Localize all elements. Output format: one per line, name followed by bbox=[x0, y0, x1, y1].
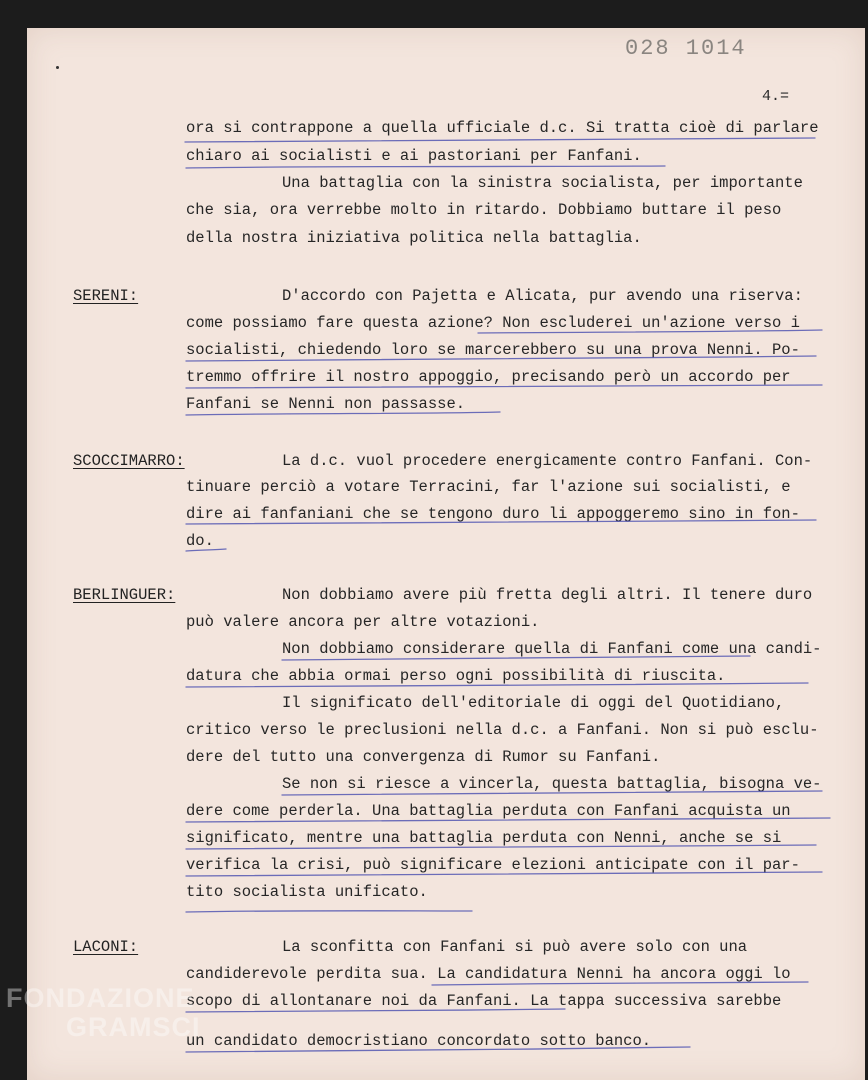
fondazione-gramsci-watermark bbox=[6, 985, 201, 1041]
text-line: do. bbox=[186, 532, 214, 550]
text-line: può valere ancora per altre votazioni. bbox=[186, 613, 540, 631]
text-line: dere come perderla. Una battaglia perduta con Fanfani acquista un bbox=[186, 802, 791, 820]
speaker-laconi: LACONI: bbox=[73, 938, 139, 956]
text-line: ora si contrappone a quella ufficiale d.c. Si tratta cioè di parlare bbox=[186, 119, 819, 137]
text-line: Non dobbiamo considerare quella di Fanfani come una candi- bbox=[282, 640, 822, 658]
text-line: che sia, ora verrebbe molto in ritardo. Dobbiamo buttare il peso bbox=[186, 201, 782, 219]
text-line: tremmo offrire il nostro appoggio, precisando però un accordo per bbox=[186, 368, 791, 386]
text-line: un candidato democristiano concordato sotto banco. bbox=[186, 1032, 652, 1050]
text-line: La sconfitta con Fanfani si può avere solo con una bbox=[282, 938, 748, 956]
speaker-sereni: SERENI: bbox=[73, 287, 139, 305]
watermark-line-1: FONDAZIONE bbox=[6, 983, 195, 1013]
text-line: La d.c. vuol procedere energicamente contro Fanfani. Con- bbox=[282, 452, 813, 470]
text-line: scopo di allontanare noi da Fanfani. La tappa successiva sarebbe bbox=[186, 992, 782, 1010]
text-line: tinuare perciò a votare Terracini, far l'azione sui socialisti, e bbox=[186, 478, 791, 496]
paper-speck bbox=[56, 66, 59, 69]
watermark-line-2: GRAMSCI bbox=[66, 1012, 201, 1042]
text-line: significato, mentre una battaglia perduta con Nenni, anche se si bbox=[186, 829, 782, 847]
text-line: verifica la crisi, può significare elezioni anticipate con il par- bbox=[186, 856, 800, 874]
text-line: come possiamo fare questa azione? Non escluderei un'azione verso i bbox=[186, 314, 800, 332]
text-line: tito socialista unificato. bbox=[186, 883, 428, 901]
speaker-berlinguer: BERLINGUER: bbox=[73, 586, 176, 604]
text-line: dire ai fanfaniani che se tengono duro li appoggeremo sino in fon- bbox=[186, 505, 800, 523]
text-line: Non dobbiamo avere più fretta degli altri. Il tenere duro bbox=[282, 586, 813, 604]
text-line: Il significato dell'editoriale di oggi del Quotidiano, bbox=[282, 694, 785, 712]
text-line: della nostra iniziativa politica nella battaglia. bbox=[186, 229, 642, 247]
text-line: Se non si riesce a vincerla, questa battaglia, bisogna ve- bbox=[282, 775, 822, 793]
text-line: candiderevole perdita sua. La candidatura Nenni ha ancora oggi lo bbox=[186, 965, 791, 983]
text-line: dere del tutto una convergenza di Rumor su Fanfani. bbox=[186, 748, 661, 766]
text-line: critico verso le preclusioni nella d.c. a Fanfani. Non si può esclu- bbox=[186, 721, 819, 739]
text-line: chiaro ai socialisti e ai pastoriani per Fanfani. bbox=[186, 147, 642, 165]
speaker-scoccimarro: SCOCCIMARRO: bbox=[73, 452, 185, 470]
page-number: 4.= bbox=[762, 88, 790, 105]
text-line: Fanfani se Nenni non passasse. bbox=[186, 395, 466, 413]
archive-number: 028 1014 bbox=[625, 36, 747, 61]
text-line: Una battaglia con la sinistra socialista, per importante bbox=[282, 174, 803, 192]
text-line: socialisti, chiedendo loro se marcerebbero su una prova Nenni. Po- bbox=[186, 341, 800, 359]
text-line: datura che abbia ormai perso ogni possibilità di riuscita. bbox=[186, 667, 726, 685]
text-line: D'accordo con Pajetta e Alicata, pur avendo una riserva: bbox=[282, 287, 803, 305]
